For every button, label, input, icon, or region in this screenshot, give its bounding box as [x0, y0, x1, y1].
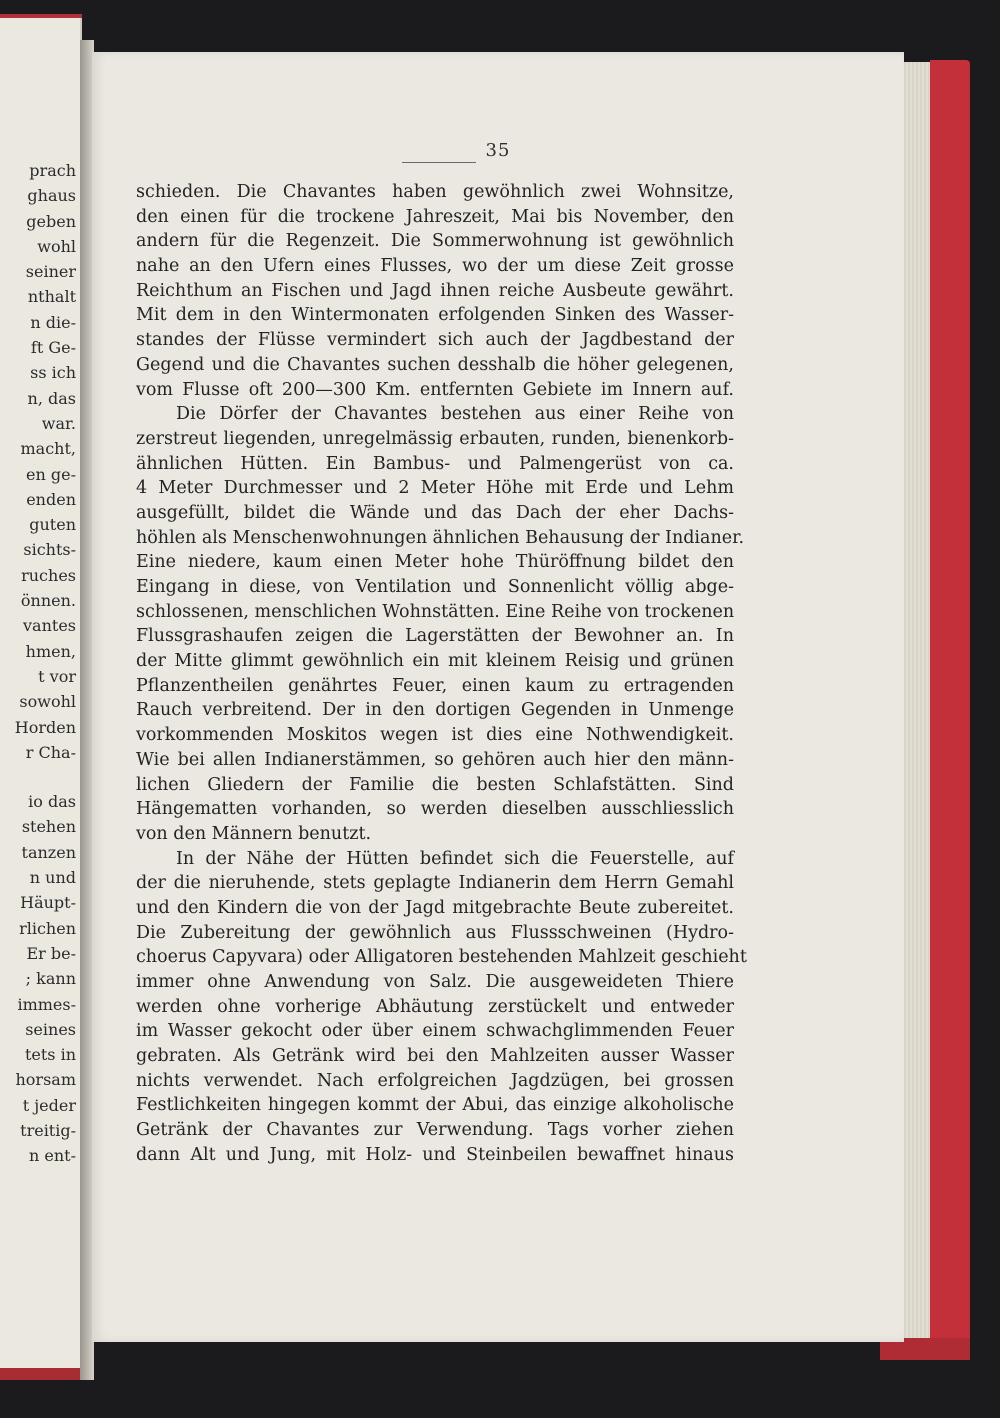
text-line: schieden. Die Chavantes haben gewöhnlich zwei Wohnsitze,	[136, 182, 734, 202]
text-line: Rauch verbreitend. Der in den dortigen Gegenden in Unmenge	[136, 700, 734, 721]
previous-page-line: seiner	[25, 262, 76, 282]
previous-page-fragment	[0, 18, 82, 1378]
previous-page-line: n die-	[30, 312, 76, 332]
previous-page-line: macht,	[20, 439, 76, 459]
text-line: immer ohne Anwendung von Salz. Die ausgeweideten Thiere	[136, 972, 734, 992]
book-cover-edge-bottom	[0, 1368, 82, 1380]
previous-page-line: wohl	[37, 236, 76, 256]
previous-page-line: horsam	[15, 1070, 76, 1090]
text-line: Reichthum an Fischen und Jagd ihnen reiche Ausbeute gewährt.	[136, 280, 734, 301]
previous-page-line: sowohl	[19, 692, 76, 712]
text-line: andern für die Regenzeit. Die Sommerwohnung ist gewöhnlich	[136, 231, 734, 252]
text-line: von den Männern benutzt.	[136, 823, 372, 844]
text-line: dann Alt und Jung, mit Holz- und Steinbeilen bewaffnet hinaus	[136, 1144, 734, 1165]
previous-page-line: n ent-	[29, 1146, 76, 1166]
previous-page-line: tanzen	[21, 842, 76, 862]
previous-page-line: rlichen	[19, 918, 76, 938]
previous-page-line: seines	[25, 1019, 76, 1039]
previous-page-line: en ge-	[26, 464, 76, 484]
text-line: standes der Flüsse vermindert sich auch der Jagdbestand der	[136, 330, 734, 351]
text-line: Getränk der Chavantes zur Verwendung. Tags vorher ziehen	[136, 1120, 734, 1141]
text-line: höhlen als Menschenwohnungen ähnlichen Behausung der Indianer.	[136, 527, 745, 548]
previous-page-line: n und	[29, 868, 76, 888]
text-line: ähnlichen Hütten. Ein Bambus- und Palmengerüst von ca.	[136, 453, 734, 474]
text-line: vorkommenden Moskitos wegen ist dies eine Nothwendigkeit.	[136, 725, 734, 746]
book-page	[92, 52, 904, 1342]
text-line: im Wasser gekocht oder über einem schwachglimmenden Feuer	[136, 1021, 734, 1042]
previous-page-line: ; kann	[25, 969, 76, 989]
previous-page-line: io das	[28, 792, 76, 812]
previous-page-line: Horden	[14, 717, 76, 737]
previous-page-line: önnen.	[20, 591, 76, 611]
text-line: Eingang in diese, von Ventilation und Sonnenlicht völlig abge-	[136, 577, 734, 597]
text-line: Flussgrashaufen zeigen die Lagerstätten der Bewohner an. In	[136, 626, 734, 647]
text-line: nichts verwendet. Nach erfolgreichen Jagdzügen, bei grossen	[136, 1070, 734, 1091]
text-line: 4 Meter Durchmesser und 2 Meter Höhe mit Erde und Lehm	[136, 478, 734, 499]
text-line: Wie bei allen Indianerstämmen, so gehören auch hier den männ-	[136, 749, 734, 770]
book-cover-right	[930, 60, 970, 1360]
page-edges	[902, 62, 932, 1344]
previous-page-line: war.	[41, 413, 76, 433]
previous-page-line: Er be-	[26, 943, 76, 963]
text-line: In der Nähe der Hütten befindet sich die Feuerstelle, auf	[176, 848, 734, 869]
paragraph-gap	[0, 765, 76, 789]
header-rule	[402, 162, 476, 163]
previous-page-line: t vor	[38, 666, 76, 686]
text-line: vom Flusse oft 200—300 Km. entfernten Gebiete im Innern auf.	[136, 379, 734, 400]
previous-page-line: ruches	[21, 565, 76, 585]
previous-page-line: Häupt-	[20, 893, 76, 913]
text-line: Pflanzentheilen genährtes Feuer, einen kaum zu ertragenden	[136, 675, 734, 696]
text-line: Gegend und die Chavantes suchen desshalb die höher gelegenen,	[136, 354, 734, 375]
previous-page-line: ft Ge-	[30, 338, 76, 358]
text-line: choerus Capyvara) oder Alligatoren bestehenden Mahlzeit geschieht	[136, 947, 747, 968]
previous-page-line: enden	[26, 489, 76, 509]
previous-page-line: ghaus	[27, 186, 76, 206]
page-number: 35	[485, 140, 511, 161]
text-line: der Mitte glimmt gewöhnlich ein mit kleinem Reisig und grünen	[136, 651, 734, 672]
text-line: Die Zubereitung der gewöhnlich aus Flussschweinen (Hydro-	[136, 922, 734, 943]
body-text	[136, 180, 747, 1168]
previous-page-line: r Cha-	[25, 742, 76, 762]
previous-page-line: vantes	[23, 616, 76, 636]
previous-page-line: tets in	[24, 1045, 76, 1065]
text-line: der die nieruhende, stets geplagte Indianerin dem Herrn Gemahl	[136, 873, 734, 894]
text-line: Mit dem in den Wintermonaten erfolgenden Sinken des Wasser-	[136, 305, 734, 326]
text-line: zerstreut liegenden, unregelmässig erbauten, runden, bienenkorb-	[136, 428, 734, 449]
previous-page-line: sichts-	[23, 540, 76, 560]
previous-page-text-lower	[0, 789, 76, 1168]
text-line: Die Dörfer der Chavantes bestehen aus einer Reihe von	[176, 404, 734, 425]
text-line: Hängematten vorhanden, so werden dieselben ausschliesslich	[136, 799, 734, 820]
text-line: und den Kindern die von der Jagd mitgebrachte Beute zubereitet.	[136, 897, 734, 918]
text-line: den einen für die trockene Jahreszeit, Mai bis November, den	[136, 206, 734, 227]
previous-page-text-upper	[0, 158, 76, 765]
text-line: schlossenen, menschlichen Wohnstätten. Eine Reihe von trockenen	[136, 601, 735, 622]
previous-page-line: nthalt	[27, 287, 76, 307]
text-line: nahe an den Ufern eines Flusses, wo der um diese Zeit grosse	[136, 256, 734, 277]
previous-page-line: stehen	[21, 817, 76, 837]
previous-page-line: hmen,	[25, 641, 76, 661]
text-line: ausgefüllt, bildet die Wände und das Dach der eher Dachs-	[136, 502, 734, 523]
previous-page-line: treitig-	[20, 1120, 76, 1140]
previous-page-line: guten	[29, 515, 76, 535]
previous-page-line: n, das	[27, 388, 76, 408]
previous-page-text	[0, 158, 76, 1169]
text-line: Eine niedere, kaum einen Meter hohe Thüröffnung bildet den	[136, 552, 734, 573]
text-line: gebraten. Als Getränk wird bei den Mahlzeiten ausser Wasser	[136, 1046, 734, 1067]
previous-page-line: t jeder	[22, 1095, 76, 1115]
text-line: lichen Gliedern der Familie die besten Schlafstätten. Sind	[136, 774, 734, 795]
text-line: Festlichkeiten hingegen kommt der Abui, das einzige alkoholische	[136, 1095, 734, 1116]
previous-page-line: immes-	[17, 994, 76, 1014]
previous-page-line: ss ich	[30, 363, 76, 383]
previous-page-line: geben	[26, 211, 76, 231]
previous-page-line: prach	[29, 161, 76, 180]
text-line: werden ohne vorherige Abhäutung zerstückelt und entweder	[136, 996, 734, 1017]
